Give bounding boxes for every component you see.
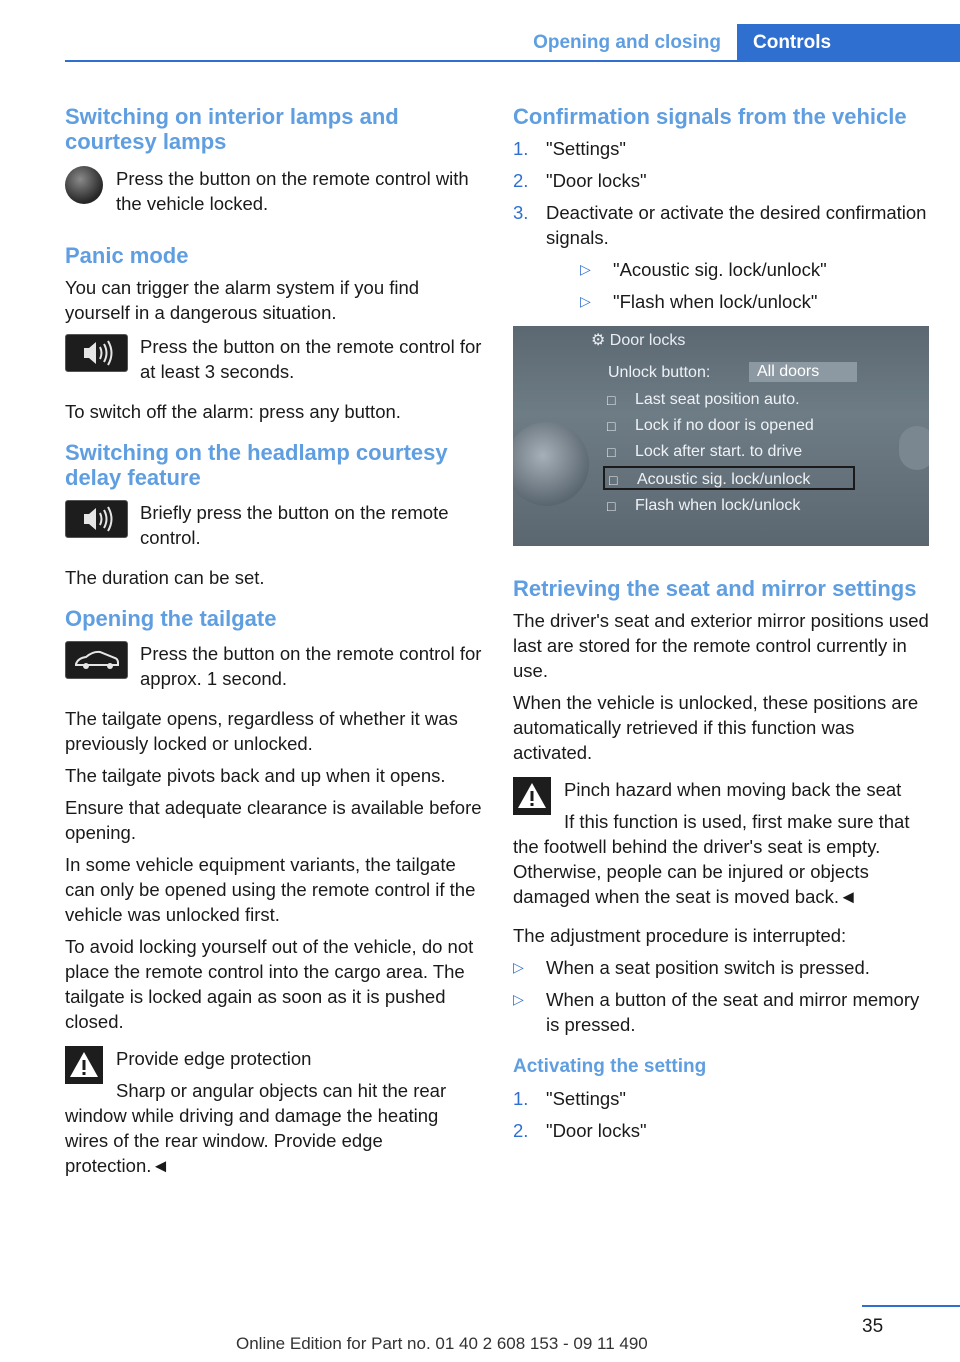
step-text: Deactivate or activate the desired confirmation signals.	[546, 202, 927, 248]
step-text: "Door locks"	[546, 170, 647, 191]
step-number: 2.	[513, 1120, 529, 1141]
unlock-button-value: All doors	[749, 362, 857, 382]
car-tailgate-button-icon	[65, 641, 128, 679]
activating-setting-heading: Activating the setting	[513, 1056, 707, 1077]
interior-lamps-heading: Switching on interior lamps and courtesy lamps	[65, 104, 399, 154]
tailgate-heading: Opening the tailgate	[65, 606, 277, 631]
seat-mirror-paragraph-1: The driver's seat and exterior mirror positions used last are stored for the remote control currently in use.	[513, 610, 929, 681]
bullet-icon: ▷	[580, 293, 591, 309]
list-item	[513, 200, 930, 314]
screen-option-selected: □ Acoustic sig. lock/unlock	[603, 466, 855, 490]
tailgate-icon-text: Press the button on the remote control for approx. 1 second.	[140, 643, 482, 689]
bullet-text: When a seat position switch is pressed.	[546, 957, 870, 978]
bmw-logo-button-icon	[65, 166, 103, 204]
screen-title: ⚙ Door locks	[591, 332, 686, 349]
activating-steps	[513, 1086, 930, 1143]
list-item	[513, 987, 930, 1037]
list-item	[513, 1118, 930, 1143]
settings-gear-icon: ⚙	[591, 332, 606, 349]
tailgate-instruction	[65, 641, 482, 691]
screen-option: □ Lock if no door is opened	[603, 414, 855, 438]
list-item	[580, 289, 930, 314]
right-column	[513, 100, 930, 1150]
edge-protection-title: Provide edge protection	[116, 1048, 312, 1069]
door-locks-screen-image	[513, 326, 929, 546]
tailgate-paragraph-5: To avoid locking yourself out of the vehicle, do not place the remote control into the cargo area. The tailgate is locked again as soon as it is pushed closed.	[65, 936, 474, 1032]
bullet-icon: ▷	[513, 991, 524, 1007]
step-number: 3.	[513, 202, 529, 223]
list-item	[513, 1086, 930, 1111]
tailgate-paragraph-3: Ensure that adequate clearance is available before opening.	[65, 797, 482, 843]
seat-mirror-heading: Retrieving the seat and mirror settings	[513, 576, 917, 601]
headlamp-heading: Switching on the headlamp courtesy delay feature	[65, 440, 448, 490]
step-text: "Settings"	[546, 1088, 626, 1109]
step-number: 1.	[513, 138, 529, 159]
list-item	[513, 955, 930, 980]
panic-mode-text: You can trigger the alarm system if you find yourself in a dangerous situation.	[65, 277, 420, 323]
screen-option: □ Lock after start. to drive	[603, 440, 855, 464]
screen-option: □ Last seat position auto.	[603, 388, 855, 412]
footer-rule	[862, 1305, 960, 1307]
headlamp-duration-text: The duration can be set.	[65, 567, 265, 588]
headlamp-icon-text: Briefly press the button on the remote control.	[140, 502, 449, 548]
list-item	[580, 257, 930, 282]
pinch-hazard-title: Pinch hazard when moving back the seat	[564, 779, 902, 800]
bullet-text: "Flash when lock/unlock"	[613, 291, 818, 312]
side-button-graphic	[899, 426, 929, 470]
panic-off-text: To switch off the alarm: press any button.	[65, 401, 401, 422]
pinch-hazard-warning	[513, 777, 930, 909]
interrupt-text: The adjustment procedure is interrupted:	[513, 925, 847, 946]
controller-knob-graphic	[513, 422, 589, 506]
panic-speaker-button-icon	[65, 334, 128, 372]
list-item	[513, 136, 930, 161]
bullet-icon: ▷	[513, 959, 524, 975]
warning-triangle-icon	[513, 777, 551, 815]
step-number: 2.	[513, 170, 529, 191]
pinch-hazard-text: If this function is used, first make sure that the footwell behind the driver's seat is empty. Otherwise, people can be injured or objects damaged when the seat is moved back.◄	[513, 811, 910, 907]
tailgate-paragraph-2: The tailgate pivots back and up when it opens.	[65, 765, 446, 786]
edge-protection-warning	[65, 1046, 482, 1178]
headlamp-instruction	[65, 500, 482, 550]
headlamp-speaker-button-icon	[65, 500, 128, 538]
chapter-tab: Controls	[737, 24, 960, 62]
tailgate-paragraph-4: In some vehicle equipment variants, the tailgate can only be opened using the remote control if the vehicle was unlocked first.	[65, 854, 476, 925]
panic-mode-instruction	[65, 334, 482, 384]
interior-lamps-text: Press the button on the remote control with the vehicle locked.	[116, 168, 469, 214]
seat-mirror-paragraph-2: When the vehicle is unlocked, these positions are automatically retrieved if this function was activated.	[513, 692, 919, 763]
edition-footer: Online Edition for Part no. 01 40 2 608 153 - 09 11 490	[236, 1334, 648, 1353]
left-column	[65, 100, 482, 1178]
step-number: 1.	[513, 1088, 529, 1109]
edge-protection-text: Sharp or angular objects can hit the rear window while driving and damage the heating wires of the rear window. Provide edge protection.◄	[65, 1080, 447, 1176]
screen-option: □ Flash when lock/unlock	[603, 494, 855, 518]
step-text: "Settings"	[546, 138, 626, 159]
confirmation-steps	[513, 136, 930, 314]
header-rule	[65, 60, 960, 62]
bullet-text: "Acoustic sig. lock/unlock"	[613, 259, 827, 280]
warning-triangle-icon	[65, 1046, 103, 1084]
interrupt-bullets	[513, 955, 930, 1037]
bullet-text: When a button of the seat and mirror memory is pressed.	[546, 989, 920, 1035]
panic-mode-icon-text: Press the button on the remote control for at least 3 seconds.	[140, 336, 482, 382]
confirmation-heading: Confirmation signals from the vehicle	[513, 104, 907, 129]
panic-mode-heading: Panic mode	[65, 243, 189, 268]
tailgate-paragraph-1: The tailgate opens, regardless of whether it was previously locked or unlocked.	[65, 708, 458, 754]
section-title: Opening and closing	[533, 32, 721, 53]
unlock-button-label: Unlock button:	[608, 364, 711, 381]
step-text: "Door locks"	[546, 1120, 647, 1141]
bullet-icon: ▷	[580, 261, 591, 277]
list-item	[513, 168, 930, 193]
confirmation-sub-bullets	[546, 257, 930, 314]
page-number: 35	[862, 1316, 884, 1337]
interior-lamps-instruction	[65, 166, 482, 216]
